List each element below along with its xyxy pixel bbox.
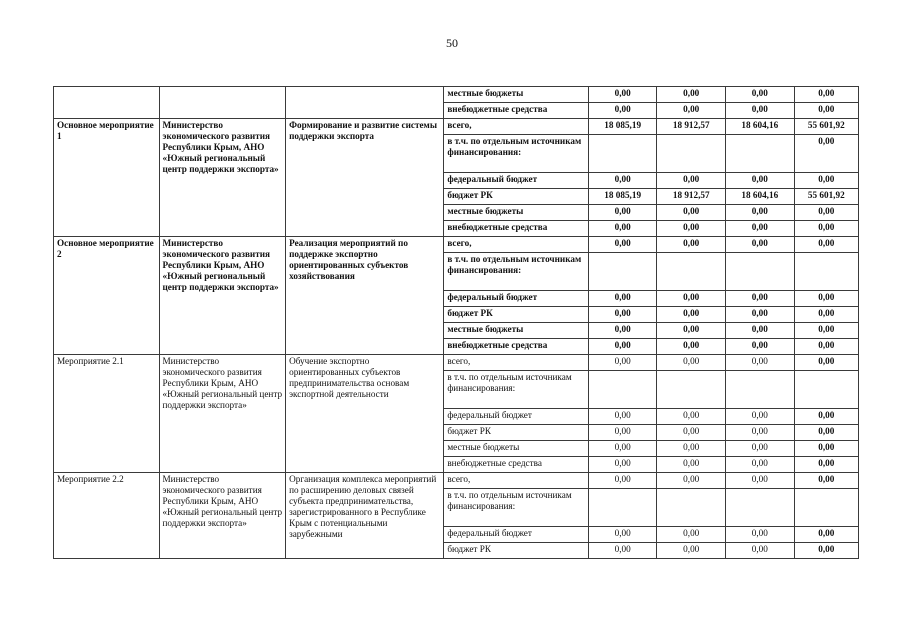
year-value-cell <box>657 253 726 291</box>
year-value-cell: 0,00 <box>588 473 657 489</box>
funding-source-cell: всего, <box>444 119 589 135</box>
year-value-cell <box>588 253 657 291</box>
year-value-cell: 0,00 <box>726 409 795 425</box>
year-value-cell: 0,00 <box>657 339 726 355</box>
year-value-cell: 0,00 <box>726 425 795 441</box>
activity-name-cell: Основное мероприятие 2 <box>54 237 160 355</box>
year-value-cell: 0,00 <box>588 291 657 307</box>
total-value-cell <box>794 489 858 527</box>
year-value-cell <box>726 135 795 173</box>
activity-description-cell: Формирование и развитие системы поддержки экспорта <box>286 119 444 237</box>
total-value-cell: 0,00 <box>794 291 858 307</box>
total-value-cell: 0,00 <box>794 221 858 237</box>
total-value-cell <box>794 253 858 291</box>
year-value-cell: 0,00 <box>657 409 726 425</box>
year-value-cell: 0,00 <box>726 291 795 307</box>
year-value-cell: 0,00 <box>588 339 657 355</box>
year-value-cell: 18 912,57 <box>657 189 726 205</box>
total-value-cell: 0,00 <box>794 339 858 355</box>
year-value-cell: 0,00 <box>726 355 795 371</box>
funding-source-cell: внебюджетные средства <box>444 103 589 119</box>
year-value-cell: 18 912,57 <box>657 119 726 135</box>
total-value-cell: 0,00 <box>794 473 858 489</box>
year-value-cell: 0,00 <box>726 473 795 489</box>
funding-source-cell: внебюджетные средства <box>444 457 589 473</box>
year-value-cell: 0,00 <box>588 307 657 323</box>
activity-name-cell <box>54 87 160 119</box>
total-value-cell: 0,00 <box>794 409 858 425</box>
year-value-cell: 0,00 <box>657 205 726 221</box>
funding-source-cell: федеральный бюджет <box>444 527 589 543</box>
executor-cell <box>159 87 286 119</box>
year-value-cell: 0,00 <box>726 543 795 559</box>
funding-source-cell: федеральный бюджет <box>444 291 589 307</box>
year-value-cell: 0,00 <box>657 355 726 371</box>
year-value-cell: 0,00 <box>726 173 795 189</box>
funding-source-cell: федеральный бюджет <box>444 409 589 425</box>
total-value-cell: 0,00 <box>794 323 858 339</box>
year-value-cell: 0,00 <box>588 323 657 339</box>
funding-source-cell: в т.ч. по отдельным источникам финансирования: <box>444 253 589 291</box>
funding-source-cell: федеральный бюджет <box>444 173 589 189</box>
year-value-cell: 0,00 <box>657 173 726 189</box>
year-value-cell: 18 604,16 <box>726 189 795 205</box>
year-value-cell: 0,00 <box>588 355 657 371</box>
total-value-cell: 55 601,92 <box>794 189 858 205</box>
funding-source-cell: внебюджетные средства <box>444 339 589 355</box>
funding-source-cell: местные бюджеты <box>444 87 589 103</box>
year-value-cell <box>726 489 795 527</box>
table-row <box>54 473 859 489</box>
total-value-cell: 0,00 <box>794 103 858 119</box>
year-value-cell: 0,00 <box>588 173 657 189</box>
year-value-cell: 0,00 <box>726 87 795 103</box>
funding-source-cell: бюджет РК <box>444 425 589 441</box>
funding-source-cell: местные бюджеты <box>444 205 589 221</box>
total-value-cell: 0,00 <box>794 237 858 253</box>
total-value-cell: 0,00 <box>794 543 858 559</box>
funding-source-cell: в т.ч. по отдельным источникам финансирования: <box>444 489 589 527</box>
year-value-cell: 0,00 <box>726 205 795 221</box>
table-row <box>54 119 859 135</box>
year-value-cell: 0,00 <box>657 527 726 543</box>
funding-source-cell: внебюджетные средства <box>444 221 589 237</box>
year-value-cell: 0,00 <box>657 323 726 339</box>
funding-table-body <box>54 87 859 559</box>
year-value-cell <box>726 371 795 409</box>
executor-cell: Министерство экономического развития Республики Крым, АНО «Южный региональный центр поддержки экспорта» <box>159 473 286 559</box>
activity-description-cell: Реализация мероприятий по поддержке экспортно ориентированных субъектов хозяйствования <box>286 237 444 355</box>
year-value-cell: 0,00 <box>726 221 795 237</box>
table-row <box>54 87 859 103</box>
year-value-cell <box>588 489 657 527</box>
year-value-cell: 0,00 <box>588 237 657 253</box>
year-value-cell: 0,00 <box>657 543 726 559</box>
funding-table <box>53 86 859 559</box>
year-value-cell: 0,00 <box>657 457 726 473</box>
total-value-cell: 0,00 <box>794 135 858 173</box>
year-value-cell: 0,00 <box>657 425 726 441</box>
year-value-cell: 0,00 <box>588 527 657 543</box>
year-value-cell <box>726 253 795 291</box>
page-number: 50 <box>446 36 458 50</box>
year-value-cell: 0,00 <box>657 473 726 489</box>
total-value-cell: 0,00 <box>794 457 858 473</box>
total-value-cell: 0,00 <box>794 205 858 221</box>
total-value-cell: 55 601,92 <box>794 119 858 135</box>
year-value-cell: 0,00 <box>588 543 657 559</box>
year-value-cell <box>657 371 726 409</box>
year-value-cell: 0,00 <box>657 87 726 103</box>
table-row <box>54 237 859 253</box>
activity-description-cell: Обучение экспортно ориентированных субъектов предпринимательства основам экспортной деятельности <box>286 355 444 473</box>
activity-description-cell <box>286 87 444 119</box>
executor-cell: Министерство экономического развития Республики Крым, АНО «Южный региональный центр поддержки экспорта» <box>159 355 286 473</box>
year-value-cell: 0,00 <box>657 221 726 237</box>
funding-source-cell: бюджет РК <box>444 189 589 205</box>
year-value-cell: 0,00 <box>726 441 795 457</box>
year-value-cell: 18 604,16 <box>726 119 795 135</box>
year-value-cell: 0,00 <box>588 425 657 441</box>
year-value-cell: 0,00 <box>657 441 726 457</box>
activity-name-cell: Мероприятие 2.2 <box>54 473 160 559</box>
funding-source-cell: местные бюджеты <box>444 441 589 457</box>
total-value-cell: 0,00 <box>794 527 858 543</box>
total-value-cell: 0,00 <box>794 173 858 189</box>
year-value-cell: 0,00 <box>726 527 795 543</box>
year-value-cell: 0,00 <box>657 307 726 323</box>
year-value-cell: 0,00 <box>588 409 657 425</box>
table-row <box>54 355 859 371</box>
funding-source-cell: в т.ч. по отдельным источникам финансирования: <box>444 371 589 409</box>
funding-source-cell: в т.ч. по отдельным источникам финансирования: <box>444 135 589 173</box>
year-value-cell: 0,00 <box>726 307 795 323</box>
year-value-cell: 0,00 <box>657 103 726 119</box>
executor-cell: Министерство экономического развития Республики Крым, АНО «Южный региональный центр поддержки экспорта» <box>159 119 286 237</box>
total-value-cell: 0,00 <box>794 355 858 371</box>
total-value-cell <box>794 371 858 409</box>
funding-source-cell: бюджет РК <box>444 307 589 323</box>
total-value-cell: 0,00 <box>794 87 858 103</box>
year-value-cell <box>657 135 726 173</box>
year-value-cell: 0,00 <box>726 457 795 473</box>
year-value-cell <box>588 371 657 409</box>
year-value-cell: 0,00 <box>588 103 657 119</box>
total-value-cell: 0,00 <box>794 307 858 323</box>
activity-name-cell: Основное мероприятие 1 <box>54 119 160 237</box>
year-value-cell: 0,00 <box>588 457 657 473</box>
year-value-cell: 0,00 <box>726 339 795 355</box>
year-value-cell: 0,00 <box>588 441 657 457</box>
year-value-cell: 0,00 <box>588 87 657 103</box>
executor-cell: Министерство экономического развития Республики Крым, АНО «Южный региональный центр поддержки экспорта» <box>159 237 286 355</box>
year-value-cell: 0,00 <box>657 237 726 253</box>
year-value-cell: 0,00 <box>657 291 726 307</box>
year-value-cell: 0,00 <box>588 221 657 237</box>
year-value-cell: 0,00 <box>588 205 657 221</box>
total-value-cell: 0,00 <box>794 441 858 457</box>
year-value-cell: 0,00 <box>726 103 795 119</box>
year-value-cell: 18 085,19 <box>588 119 657 135</box>
year-value-cell <box>657 489 726 527</box>
year-value-cell: 0,00 <box>726 237 795 253</box>
activity-name-cell: Мероприятие 2.1 <box>54 355 160 473</box>
funding-source-cell: всего, <box>444 355 589 371</box>
year-value-cell: 18 085,19 <box>588 189 657 205</box>
activity-description-cell: Организация комплекса мероприятий по расширению деловых связей субъекта предпринимательства, зарегистрированного в Республике Крым с потенциальными зарубежными <box>286 473 444 559</box>
funding-source-cell: бюджет РК <box>444 543 589 559</box>
total-value-cell: 0,00 <box>794 425 858 441</box>
year-value-cell: 0,00 <box>726 323 795 339</box>
year-value-cell <box>588 135 657 173</box>
funding-source-cell: всего, <box>444 237 589 253</box>
funding-source-cell: местные бюджеты <box>444 323 589 339</box>
funding-source-cell: всего, <box>444 473 589 489</box>
